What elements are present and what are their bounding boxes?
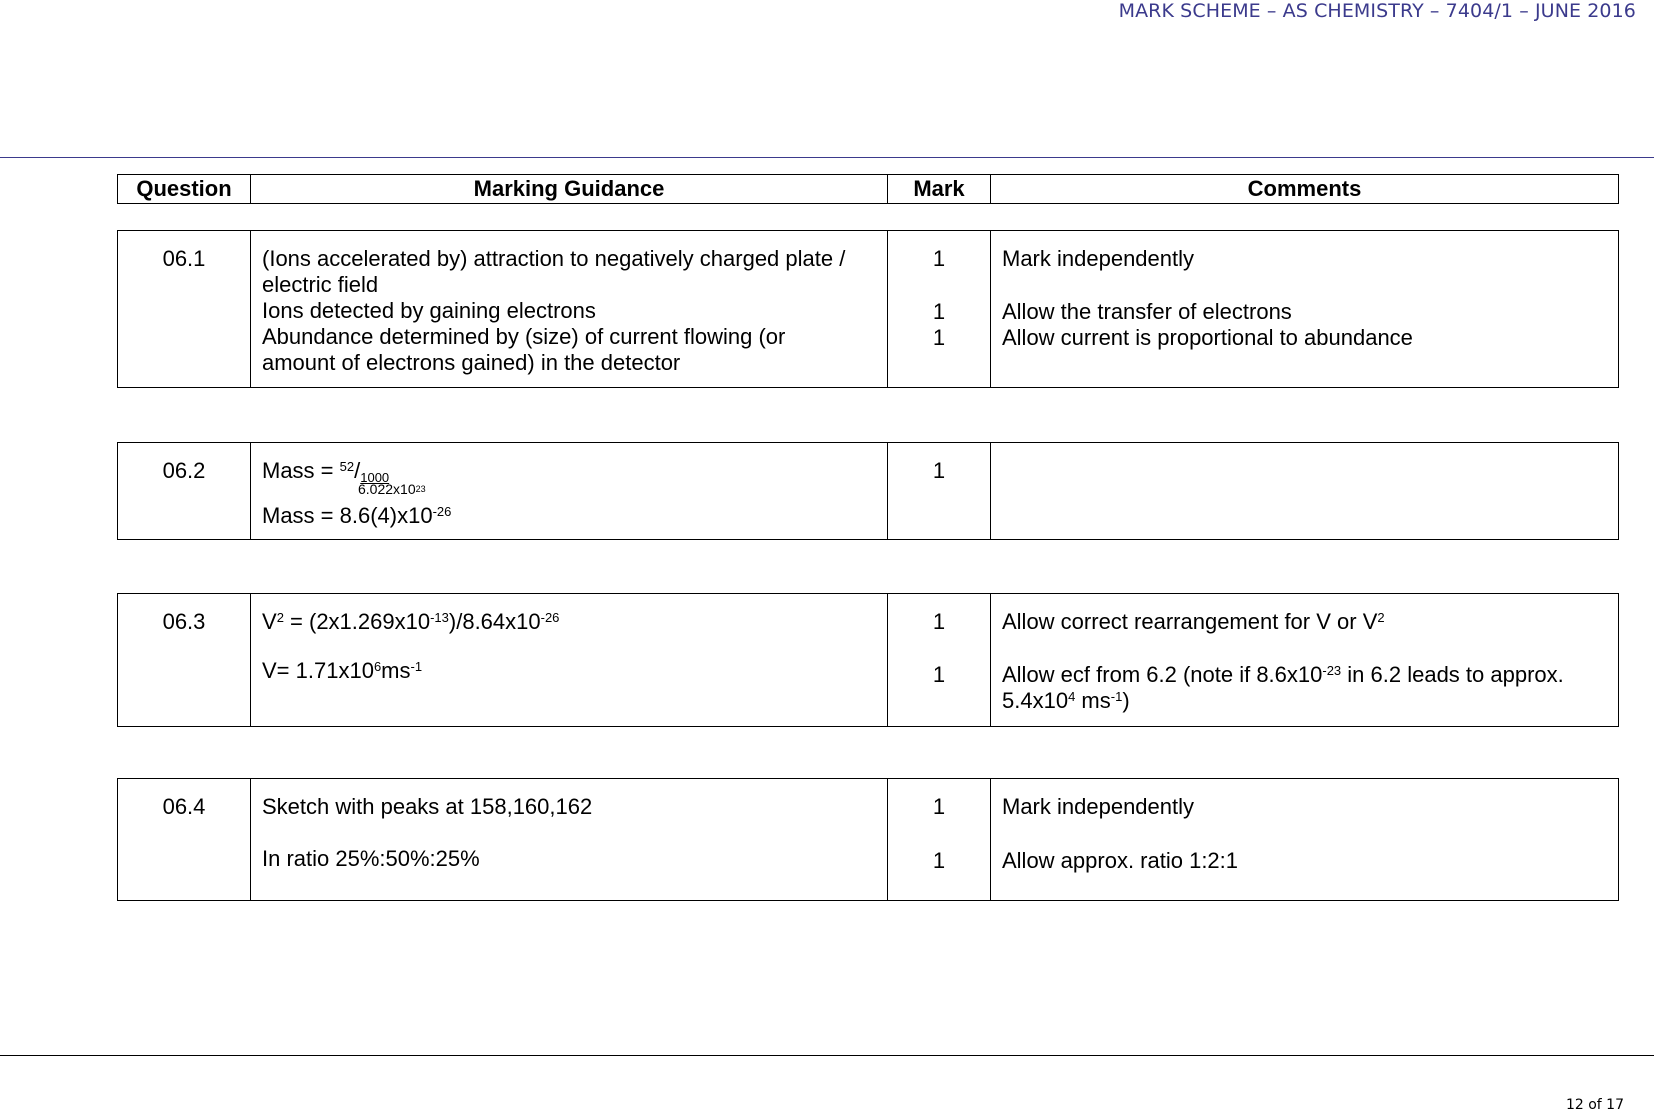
eq-exponent: 2 xyxy=(276,610,284,625)
question-number: 06.3 xyxy=(162,609,206,634)
comment-part: ) xyxy=(1122,688,1130,713)
guidance-cell xyxy=(250,443,887,539)
comment-line: Allow approx. ratio 1:2:1 xyxy=(1002,848,1239,873)
document-header: MARK SCHEME – AS CHEMISTRY – 7404/1 – JUNE 2016 xyxy=(1118,0,1636,22)
comment-part: Allow ecf from 6.2 (note if 8.6x10 xyxy=(1002,662,1323,687)
mark-cell xyxy=(887,594,990,726)
guidance-line: In ratio 25%:50%:25% xyxy=(262,846,480,871)
comment-exponent: 4 xyxy=(1068,689,1076,704)
question-row-06-2 xyxy=(117,442,1619,540)
comment-line xyxy=(1002,688,1130,714)
header-rule xyxy=(0,157,1654,158)
guidance-line: Abundance determined by (size) of current flowing (or xyxy=(262,324,786,349)
mark-value: 1 xyxy=(932,848,946,873)
comment-part: 5.4x10 xyxy=(1002,688,1069,713)
guidance-line: amount of electrons gained) in the detector xyxy=(262,350,681,375)
mass-result-base: Mass = 8.6(4)x10 xyxy=(262,503,433,528)
comment-exponent: 2 xyxy=(1377,610,1385,625)
velocity-result xyxy=(262,658,422,684)
mark-value: 1 xyxy=(932,609,946,634)
header-guidance: Marking Guidance xyxy=(250,175,887,203)
guidance-line: electric field xyxy=(262,272,379,297)
guidance-cell xyxy=(250,779,887,900)
comments-cell xyxy=(990,594,1618,726)
question-row-06-1 xyxy=(117,230,1619,388)
question-row-06-4 xyxy=(117,778,1619,901)
comment-line xyxy=(1002,662,1564,688)
mark-value: 1 xyxy=(932,458,946,483)
guidance-line: Sketch with peaks at 158,160,162 xyxy=(262,794,593,819)
comment-part: in 6.2 leads to approx. xyxy=(1341,662,1564,687)
numerator: 52 xyxy=(339,459,355,474)
eq-part: ms xyxy=(381,658,411,683)
mark-value: 1 xyxy=(932,246,946,271)
velocity-squared-equation xyxy=(262,609,559,635)
comment-exponent: -23 xyxy=(1322,663,1342,678)
question-number: 06.1 xyxy=(162,246,206,271)
comments-cell xyxy=(990,231,1618,387)
comment-part: ms xyxy=(1075,688,1111,713)
comments-cell xyxy=(990,779,1618,900)
eq-part: )/8.64x10 xyxy=(448,609,541,634)
eq-exponent: -13 xyxy=(430,610,449,625)
comment-line: Allow current is proportional to abundance xyxy=(1002,325,1413,350)
eq-part: V xyxy=(262,609,277,634)
comment-part: Allow correct rearrangement for V or V xyxy=(1002,609,1378,634)
table-header-row xyxy=(117,174,1619,204)
guidance-line: (Ions accelerated by) attraction to negatively charged plate / xyxy=(262,246,846,271)
eq-exponent: -1 xyxy=(410,659,423,674)
header-comments: Comments xyxy=(990,175,1618,203)
comment-line: Allow the transfer of electrons xyxy=(1002,299,1292,324)
mass-result xyxy=(262,503,451,529)
mark-value: 1 xyxy=(932,299,946,324)
comment-line: Mark independently xyxy=(1002,794,1195,819)
mark-value: 1 xyxy=(932,662,946,687)
eq-exponent: -26 xyxy=(540,610,560,625)
mark-value: 1 xyxy=(932,794,946,819)
comment-line: Mark independently xyxy=(1002,246,1195,271)
question-number: 06.4 xyxy=(162,794,206,819)
avogadro-exponent: 23 xyxy=(415,484,426,494)
comment-line xyxy=(1002,609,1385,635)
question-number: 06.2 xyxy=(162,458,206,483)
eq-exponent: 6 xyxy=(373,659,382,674)
fraction-slash: / xyxy=(354,458,361,483)
comments-cell xyxy=(990,443,1618,539)
eq-part: V= 1.71x10 xyxy=(262,658,374,683)
denominator: 1000 xyxy=(360,470,390,485)
eq-part: = (2x1.269x10 xyxy=(283,609,431,634)
header-question: Question xyxy=(136,176,232,201)
page-number: 12 of 17 xyxy=(1565,1097,1624,1113)
header-mark: Mark xyxy=(887,175,990,203)
footer-rule xyxy=(0,1055,1654,1056)
mark-cell xyxy=(887,231,990,387)
avogadro-constant xyxy=(358,481,426,497)
comment-exponent: -1 xyxy=(1110,689,1123,704)
question-row-06-3 xyxy=(117,593,1619,727)
guidance-line: Ions detected by gaining electrons xyxy=(262,298,596,323)
guidance-cell xyxy=(250,231,887,387)
avogadro-base: 6.022x10 xyxy=(358,481,416,497)
guidance-cell xyxy=(250,594,887,726)
mass-result-exponent: -26 xyxy=(432,504,452,519)
mark-value: 1 xyxy=(932,325,946,350)
mark-cell xyxy=(887,443,990,539)
mark-cell xyxy=(887,779,990,900)
mass-label: Mass = xyxy=(262,458,340,483)
